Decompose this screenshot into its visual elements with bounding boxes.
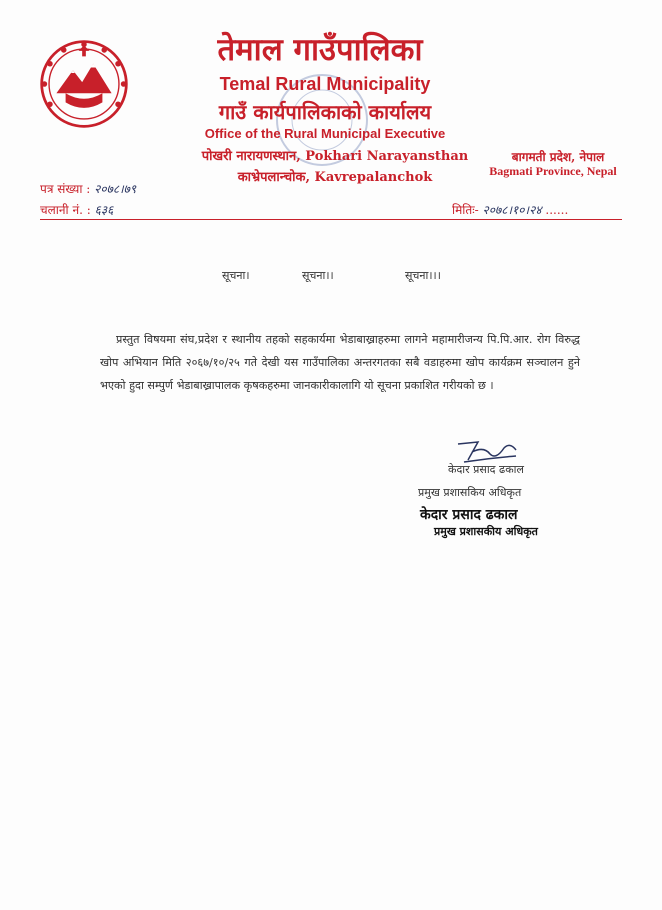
province-np: बागमती प्रदेश, नेपाल xyxy=(511,150,605,164)
office-name-np: गाउँ कार्यपालिकाको कार्यालय xyxy=(218,100,432,124)
province-en: Bagmati Province, Nepal xyxy=(489,164,617,178)
dispatch-number xyxy=(40,201,113,218)
municipality-name-en: Temal Rural Municipality xyxy=(219,74,431,94)
date-dots: ...... xyxy=(545,203,569,217)
dispatch-label: चलानी नं. : xyxy=(40,203,91,217)
reference-number xyxy=(40,180,136,197)
stamp-name: केदार प्रसाद ढकाल xyxy=(420,507,518,523)
notice-heading-3: सूचना।।। xyxy=(405,269,441,282)
address-line-2: काभ्रेपलान्चोक, Kavrepalanchok xyxy=(237,170,433,185)
notice-heading-2: सूचना।। xyxy=(302,269,334,282)
notice-body: प्रस्तुत विषयमा संघ,प्रदेश र स्थानीय तहको सहकार्यमा भेडाबाख्राहरुमा लागने महामारीजन्य पि.पि.आर. रोग विरुद्ध खोप अभियान मिति २०६७/१०/२५ गते देखी यस गाउँपालिका अन्तरगतका सबै वडाहरुमा खोप कार्यक्रम सञ्चालन हुने भएको हुदा सम्पुर्ण भेडाबाख्रापालक कृषकहरुमा जानकारीकालागि यो सूचना प्रकाशित गरीयको छ । xyxy=(100,333,580,392)
stamp-title: प्रमुख प्रशासकीय अधिकृत xyxy=(434,525,538,538)
municipality-emblem xyxy=(38,38,130,130)
office-name-en: Office of the Rural Municipal Executive xyxy=(204,126,446,141)
signatory-name: केदार प्रसाद ढकाल xyxy=(448,463,524,476)
municipality-name-np: तेमाल गाउँपालिका xyxy=(217,32,423,68)
notice-heading-1: सूचना। xyxy=(222,269,250,282)
dispatch-value: ६३६ xyxy=(94,203,114,217)
signatory-title: प्रमुख प्रशासकिय अधिकृत xyxy=(418,486,522,499)
address-line-1: पोखरी नारायणस्थान, Pokhari Narayansthan xyxy=(201,149,469,164)
header-divider xyxy=(40,219,622,220)
reference-label: पत्र संख्या : xyxy=(40,182,91,196)
letter-date xyxy=(452,201,568,218)
reference-value: २०७८।७९ xyxy=(94,182,137,196)
date-label: मितिः- xyxy=(452,203,479,217)
date-value: २०७८।१०।२४ xyxy=(482,203,542,217)
